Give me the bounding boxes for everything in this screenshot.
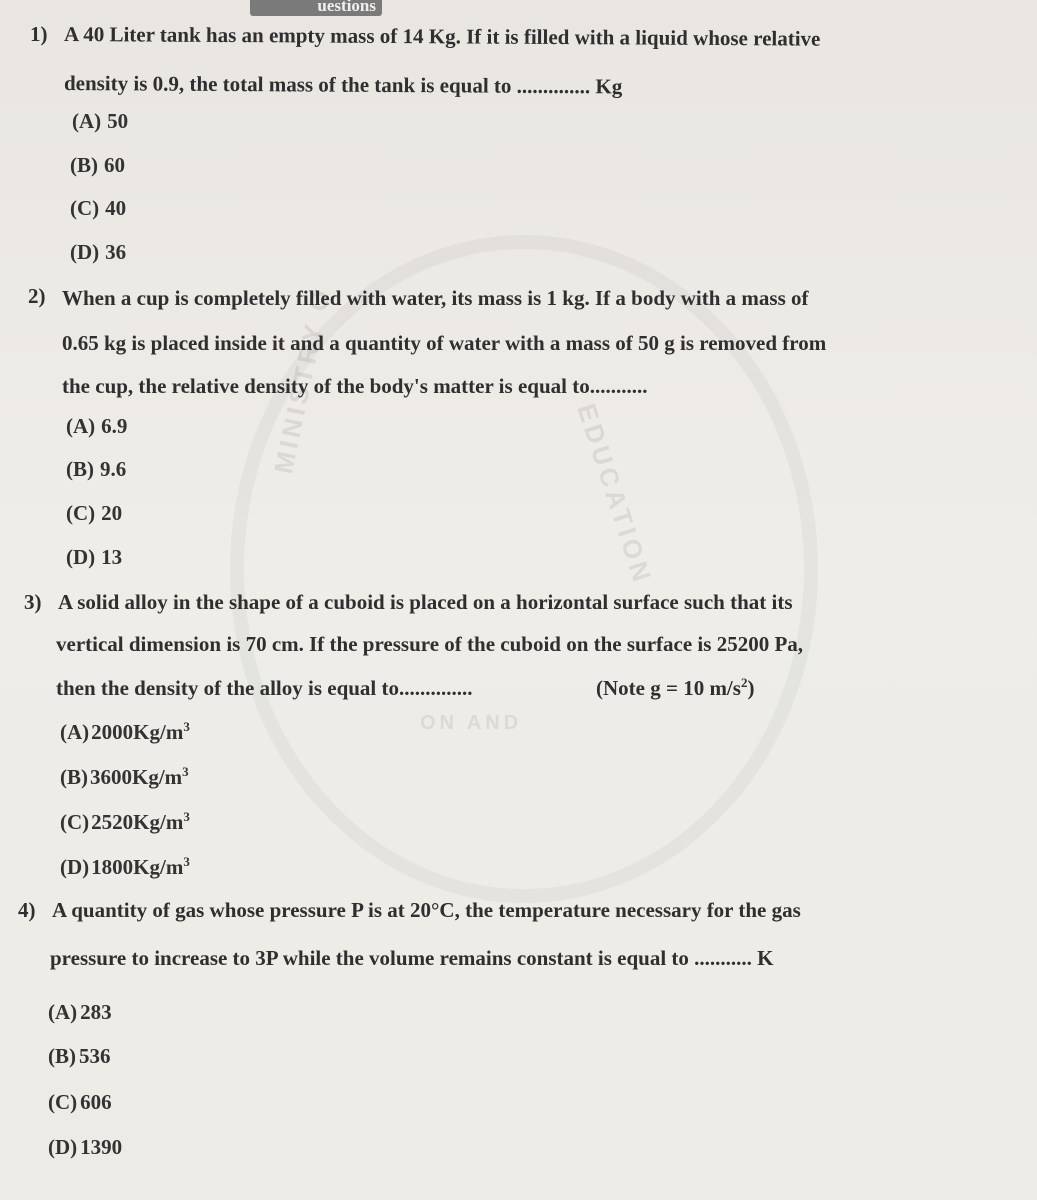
option-3a[interactable] xyxy=(60,720,190,745)
watermark-text-right: EDUCATION xyxy=(571,400,659,589)
option-value: 2000Kg/m xyxy=(91,720,184,744)
option-letter: (B) xyxy=(70,153,98,177)
option-letter: (B) xyxy=(48,1044,76,1068)
option-letter: (A) xyxy=(66,414,96,438)
option-letter: (B) xyxy=(60,765,88,789)
question-text-line: vertical dimension is 70 cm. If the pressure of the cuboid on the surface is 25200 Pa, xyxy=(56,632,804,656)
question-text-line: When a cup is completely filled with water, its mass is 1 kg. If a body with a mass of xyxy=(62,286,809,310)
option-letter: (D) xyxy=(60,855,90,879)
option-value: 36 xyxy=(105,240,127,264)
unit-superscript: 3 xyxy=(183,719,190,734)
question-text-line: pressure to increase to 3P while the volume remains constant is equal to ........... K xyxy=(50,946,774,970)
question-number: 1) xyxy=(30,22,48,46)
watermark-text-left: MINISTRY O xyxy=(268,283,337,477)
question-text-line: A 40 Liter tank has an empty mass of 14 Kg. If it is filled with a liquid whose relative xyxy=(63,22,821,51)
option-value: 40 xyxy=(105,196,127,220)
option-value: 50 xyxy=(107,109,129,133)
note-superscript: 2 xyxy=(740,675,748,690)
question-text-line: density is 0.9, the total mass of the tank is equal to .............. Kg xyxy=(63,71,623,99)
option-4c[interactable] xyxy=(48,1090,112,1115)
option-2a[interactable] xyxy=(66,414,127,439)
option-2d[interactable] xyxy=(66,545,122,570)
question-number: 4) xyxy=(18,898,36,922)
option-letter: (C) xyxy=(60,810,90,834)
header-tab-text: uestions xyxy=(317,0,376,15)
option-value: 13 xyxy=(101,545,123,569)
question-text-line: A quantity of gas whose pressure P is at 20°C, the temperature necessary for the gas xyxy=(52,898,801,922)
option-value: 9.6 xyxy=(100,457,127,481)
option-letter: (D) xyxy=(48,1135,78,1159)
option-2b[interactable] xyxy=(66,457,126,482)
option-2c[interactable] xyxy=(66,501,122,526)
question-text-line: 0.65 kg is placed inside it and a quantity of water with a mass of 50 g is removed from xyxy=(62,331,827,355)
option-value: 2520Kg/m xyxy=(91,810,184,834)
option-4b[interactable] xyxy=(48,1044,111,1069)
option-letter: (D) xyxy=(70,240,100,264)
option-3c[interactable] xyxy=(60,810,190,835)
option-value: 606 xyxy=(80,1090,112,1114)
question-text-line: the cup, the relative density of the body's matter is equal to........... xyxy=(62,374,648,398)
question-number: 3) xyxy=(24,590,42,614)
option-1d[interactable] xyxy=(70,240,126,265)
option-3b[interactable] xyxy=(60,765,189,790)
option-1a[interactable] xyxy=(72,109,128,134)
note-text: (Note g = 10 m/s xyxy=(596,676,741,700)
option-letter: (C) xyxy=(66,501,96,525)
option-letter: (A) xyxy=(60,720,90,744)
question-text-line: then the density of the alloy is equal to.............. xyxy=(56,676,473,700)
option-letter: (C) xyxy=(48,1090,78,1114)
option-letter: (D) xyxy=(66,545,96,569)
option-value: 60 xyxy=(104,153,125,177)
option-letter: (A) xyxy=(72,109,102,133)
option-1c[interactable] xyxy=(70,196,126,221)
unit-superscript: 3 xyxy=(183,809,190,824)
option-value: 283 xyxy=(80,1000,112,1024)
option-value: 1390 xyxy=(80,1135,123,1159)
option-value: 20 xyxy=(101,501,123,525)
option-value: 536 xyxy=(79,1044,111,1068)
unit-superscript: 3 xyxy=(183,854,190,869)
option-value: 3600Kg/m xyxy=(90,765,183,789)
option-3d[interactable] xyxy=(60,855,190,880)
option-letter: (C) xyxy=(70,196,100,220)
question-note xyxy=(596,676,754,701)
option-1b[interactable] xyxy=(70,153,125,178)
unit-superscript: 3 xyxy=(182,764,189,779)
option-value: 1800Kg/m xyxy=(91,855,184,879)
question-number: 2) xyxy=(28,284,46,308)
option-4a[interactable] xyxy=(48,1000,112,1025)
note-close: ) xyxy=(747,676,755,700)
option-letter: (B) xyxy=(66,457,94,481)
option-4d[interactable] xyxy=(48,1135,122,1160)
watermark-text-bottom: ON AND xyxy=(420,712,523,734)
header-tab xyxy=(250,0,382,16)
question-text-line: A solid alloy in the shape of a cuboid is placed on a horizontal surface such that its xyxy=(58,590,793,614)
option-value: 6.9 xyxy=(101,414,128,438)
option-letter: (A) xyxy=(48,1000,78,1024)
